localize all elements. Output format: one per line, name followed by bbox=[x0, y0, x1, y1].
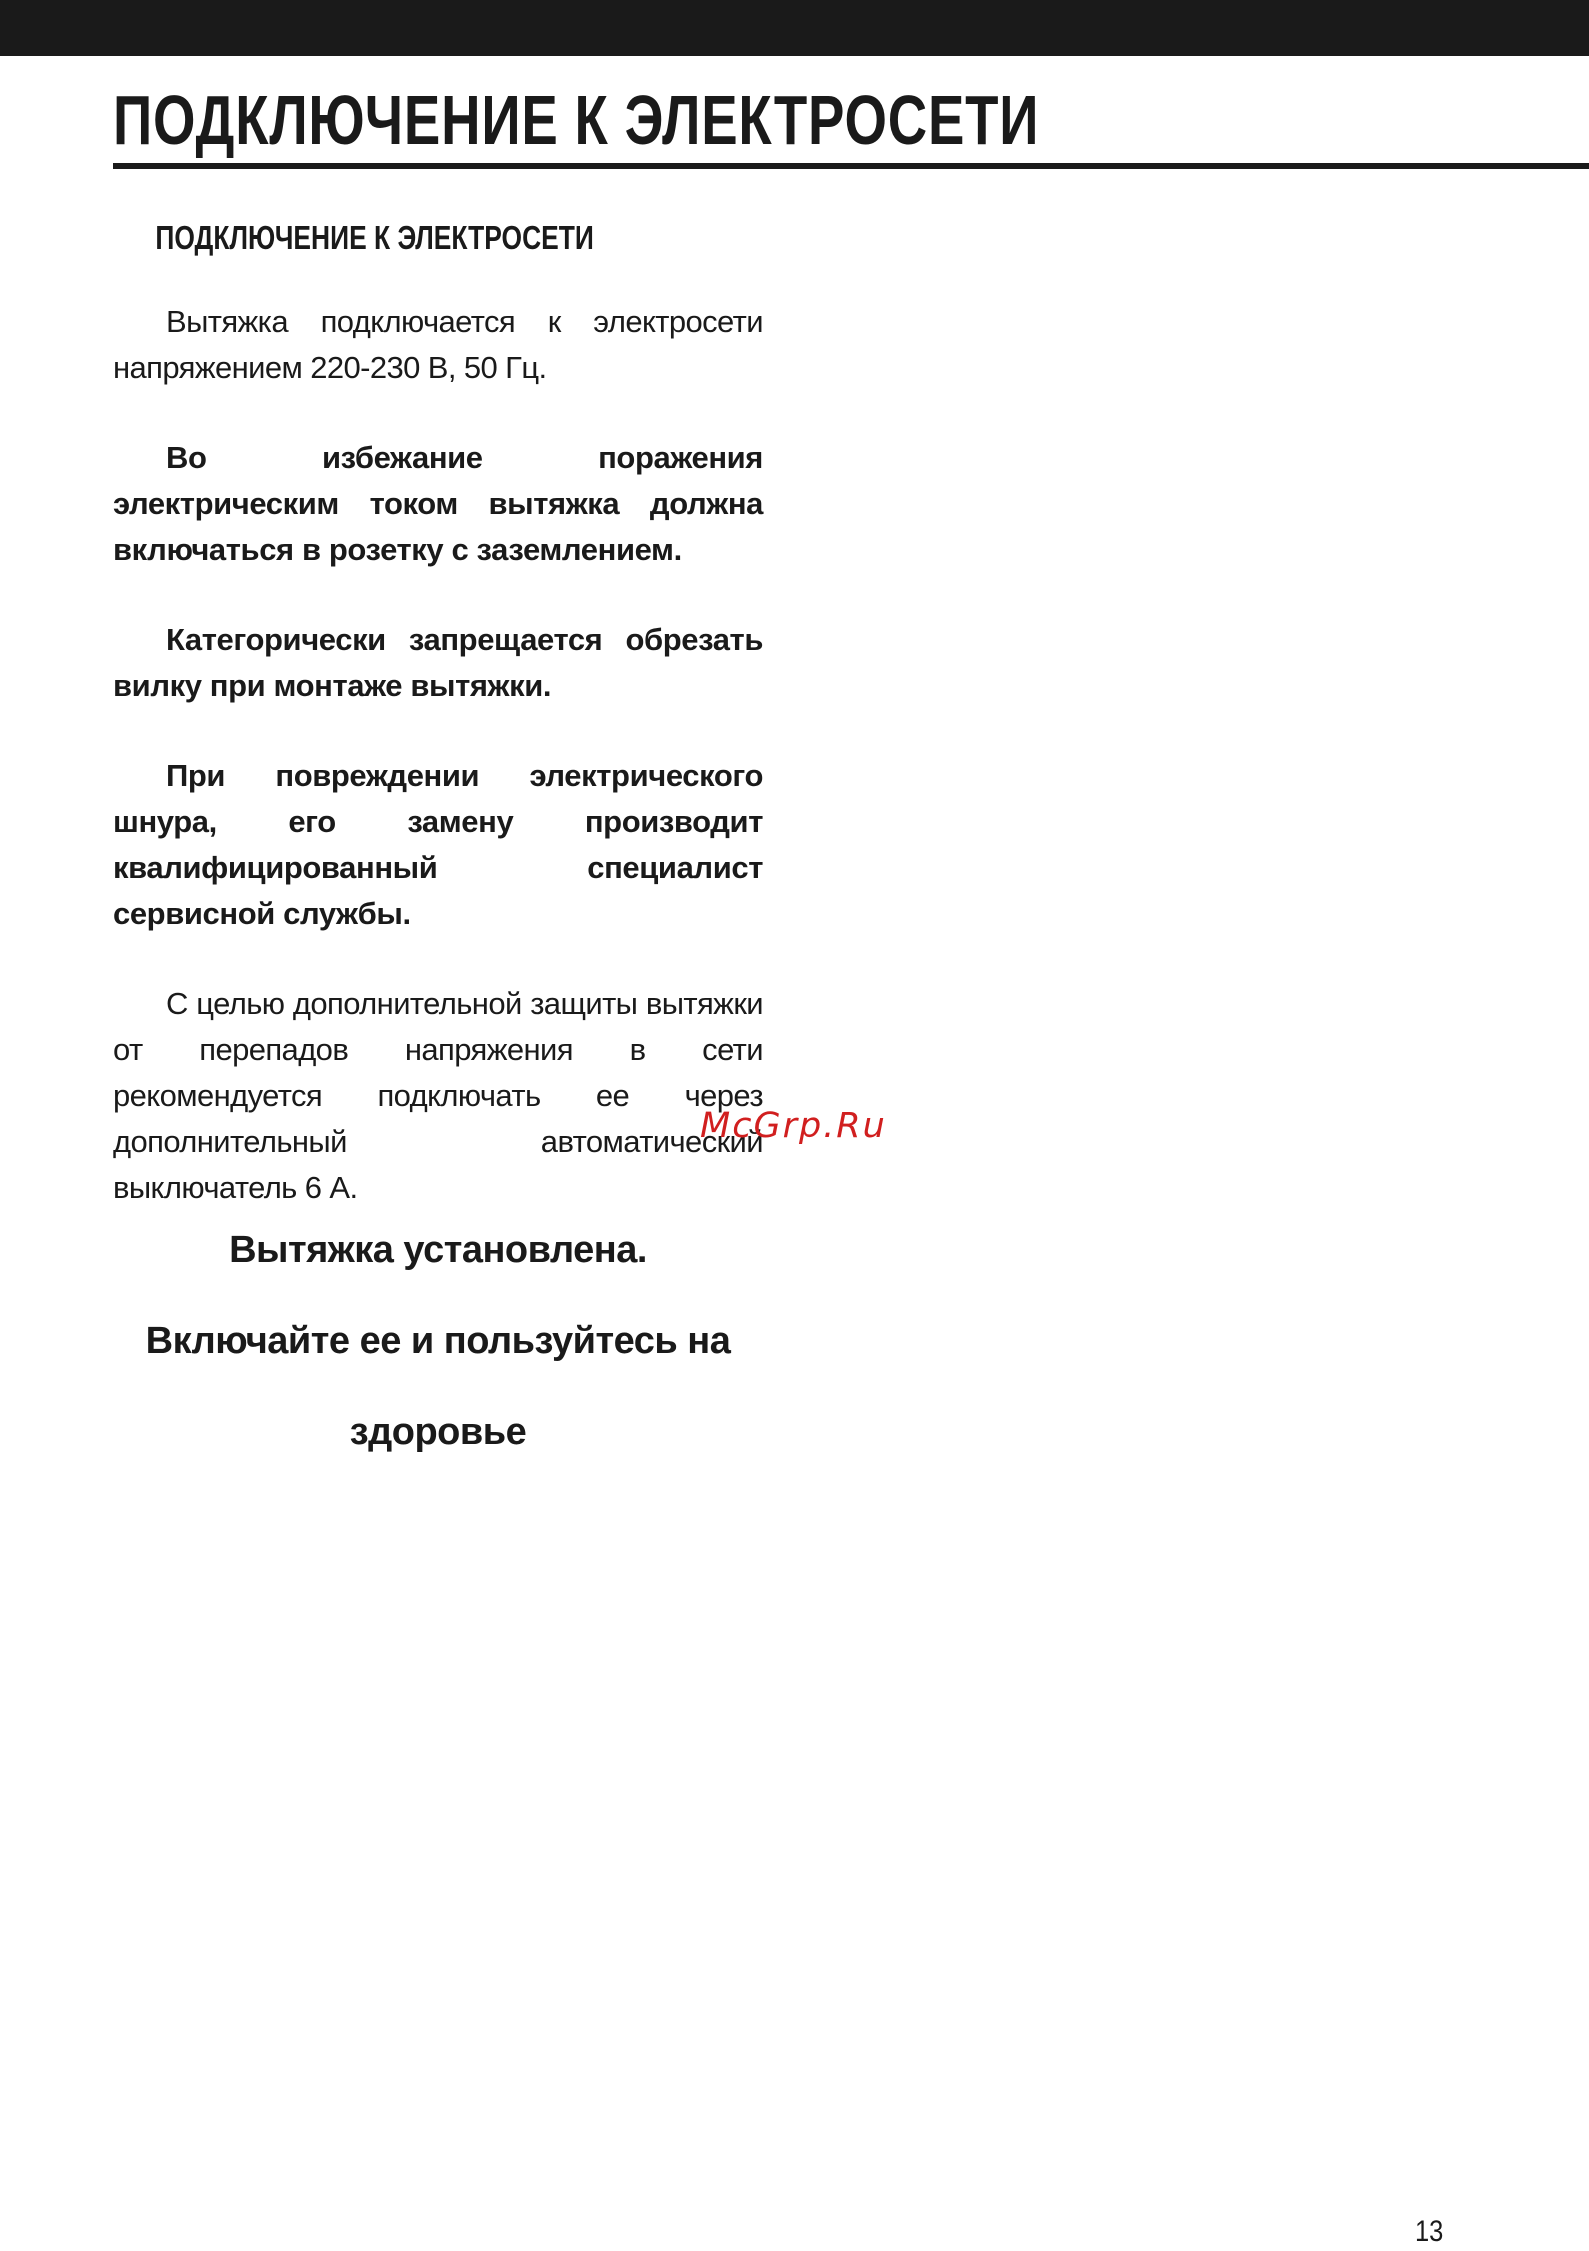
paragraph-circuit-breaker: С целью дополнительной защиты вытяжки от перепадов напряжения в сети рекомендуется подключать ее через дополнительный автоматический выключатель 6 А. bbox=[113, 986, 763, 1205]
paragraph-plug-warning: Категорически запрещается обрезать вилку при монтаже вытяжки. bbox=[113, 622, 763, 703]
paragraph-voltage: Вытяжка подключается к электросети напряжением 220-230 В, 50 Гц. bbox=[113, 304, 763, 385]
watermark-logo: McGrp.Ru bbox=[700, 1106, 887, 1146]
section-heading: ПОДКЛЮЧЕНИЕ К ЭЛЕКТРОСЕТИ bbox=[155, 219, 594, 256]
paragraph-cord-replacement: При повреждении электрического шнура, его замену производит квалифицированный специалист сервисной службы. bbox=[113, 758, 763, 931]
page-number: 13 bbox=[1415, 2215, 1444, 2248]
closing-line-installed: Вытяжка установлена. bbox=[229, 1229, 647, 1271]
title-rule bbox=[113, 163, 1589, 169]
closing-line-health: здоровье bbox=[349, 1411, 527, 1453]
page-title: ПОДКЛЮЧЕНИЕ К ЭЛЕКТРОСЕТИ bbox=[113, 81, 1040, 159]
top-bar bbox=[0, 0, 1589, 56]
closing-message bbox=[113, 1205, 763, 1478]
closing-line-enjoy: Включайте ее и пользуйтесь на bbox=[145, 1320, 731, 1362]
paragraph-grounding-warning: Во избежание поражения электрическим током вытяжка должна включаться в розетку с заземлением. bbox=[113, 440, 763, 567]
main-content bbox=[113, 215, 763, 1255]
